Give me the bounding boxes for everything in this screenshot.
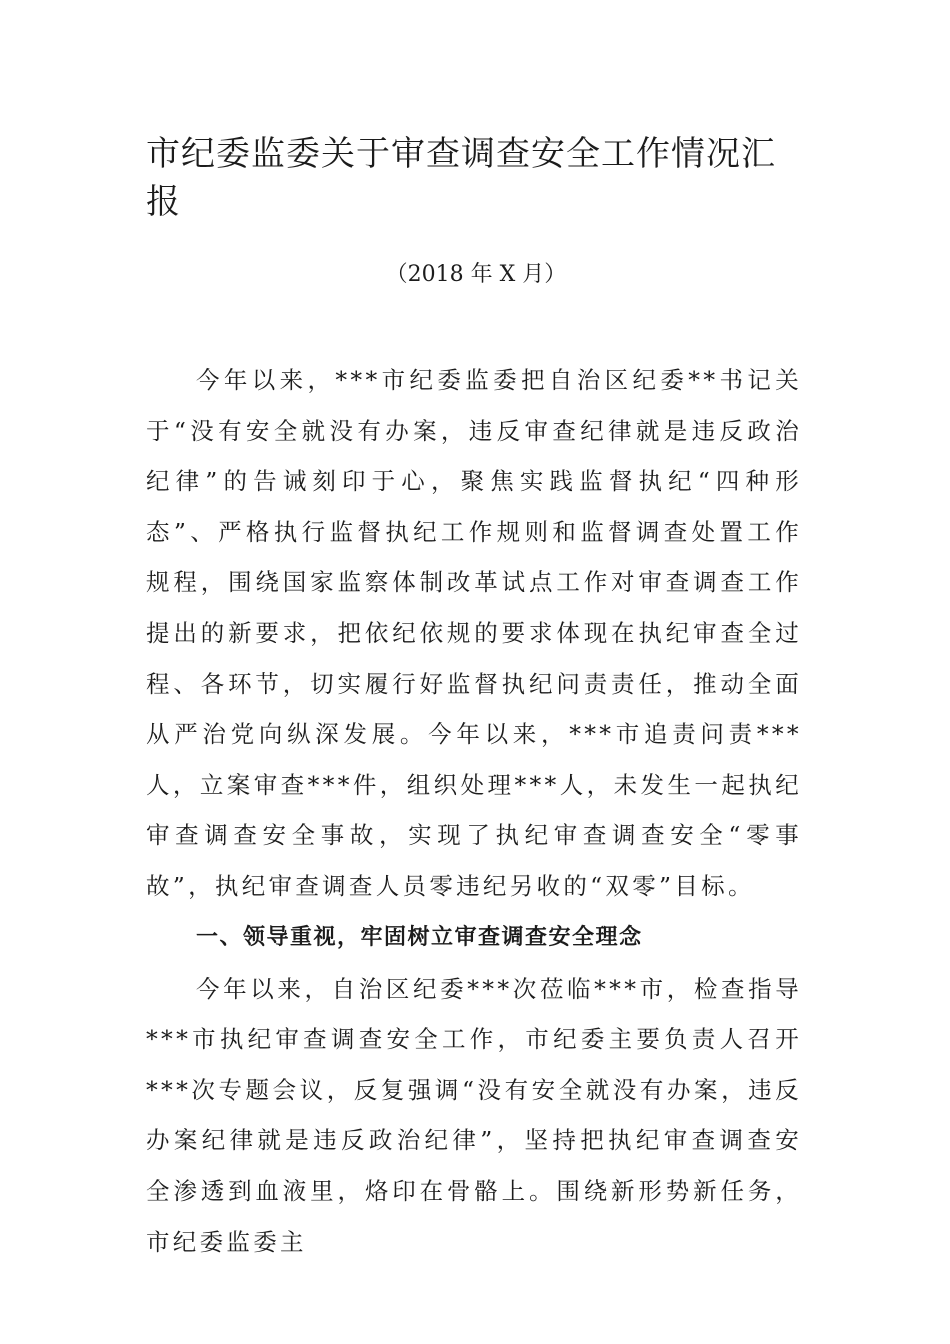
document-body: [146, 355, 802, 1267]
document-date: （2018 年 X 月）: [385, 262, 567, 287]
section-heading: 一、领导重视，牢固树立审查调查安全理念: [196, 924, 643, 950]
intro-paragraph: 今年以来，***市纪委监委把自治区纪委**书记关于“没有安全就没有办案，违反审查纪律就是违反政治纪律”的告诫刻印于心，聚焦实践监督执纪“四种形态”、严格执行监督执纪工作规则和监督调查处置工作规程，围绕国家监察体制改革试点工作对审查调查工作提出的新要求，把依纪依规的要求体现在执纪审查全过程、各环节，切实履行好监督执纪问责责任，推动全面从严治党向纵深发展。今年以来，***市追责问责***人，立案审查***件，组织处理***人，未发生一起执纪审查调查安全事故，实现了执纪审查调查安全“零事故”，执纪审查调查人员零违纪另收的“双零”目标。: [146, 366, 802, 900]
section-paragraph: 今年以来，自治区纪委***次莅临***市，检查指导***市执纪审查调查安全工作，市纪委主要负责人召开***次专题会议，反复强调“没有安全就没有办案，违反办案纪律就是违反政治纪律”，坚持把执纪审查调查安全渗透到血液里，烙印在骨骼上。围绕新形势新任务，市纪委监委主: [146, 974, 802, 1256]
document-title: 市纪委监委关于审查调查安全工作情况汇报: [146, 134, 776, 222]
